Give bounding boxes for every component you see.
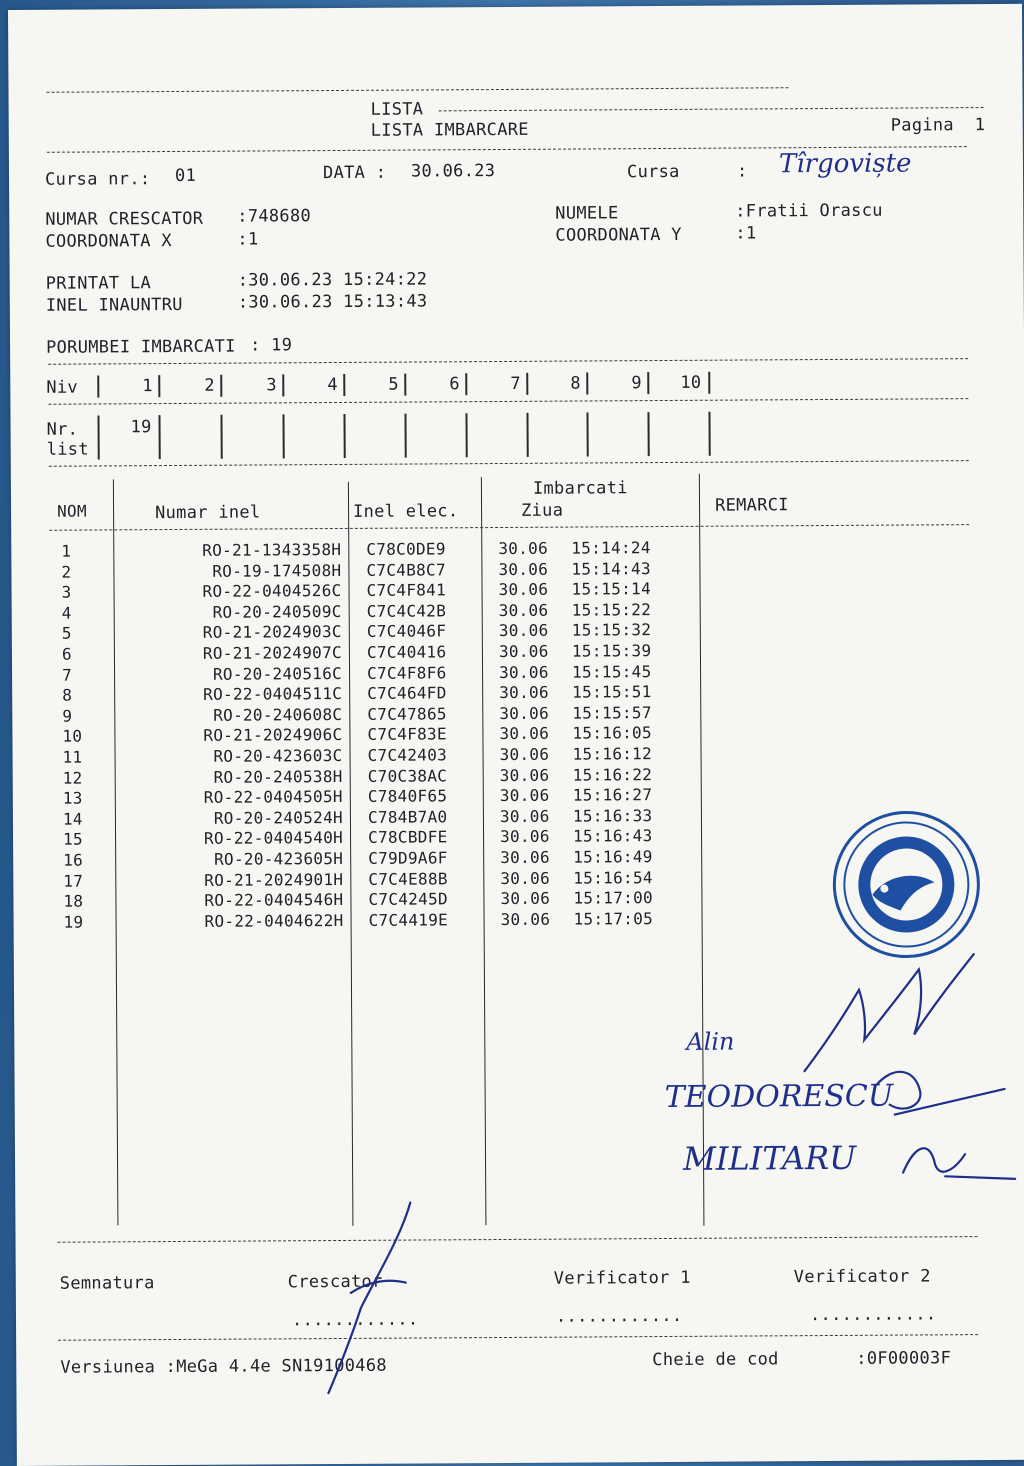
list-label: list xyxy=(46,439,89,460)
electronic-ring-id: C7C40416 xyxy=(366,642,447,662)
printat-value: :30.06.23 15:24:22 xyxy=(237,269,428,291)
page-label: Pagina xyxy=(890,115,955,136)
semnatura-label: Semnatura xyxy=(59,1273,155,1294)
electronic-ring-id: C7C4419E xyxy=(368,910,449,930)
signature-crescator xyxy=(327,1203,411,1394)
electronic-ring-id: C7C4E88B xyxy=(368,868,448,889)
coord-y-value: :1 xyxy=(735,223,757,244)
club-stamp-icon xyxy=(834,812,979,957)
nr-label: Nr. xyxy=(46,419,79,440)
pigeon-number: 16 xyxy=(63,850,84,870)
signature-verificator-1 xyxy=(804,954,975,1071)
boarding-time: 15:16:22 xyxy=(572,764,653,785)
boarding-day: 30.06 xyxy=(499,765,550,785)
electronic-ring-id: C7C4F841 xyxy=(366,580,447,601)
handwritten-name-1: TEODORESCU xyxy=(664,1078,894,1116)
boarding-time: 15:16:43 xyxy=(573,826,653,846)
electronic-ring-id: C784B7A0 xyxy=(367,807,448,827)
boarding-time: 15:14:24 xyxy=(571,538,651,558)
verificator2-label: Verificator 2 xyxy=(793,1266,931,1288)
verificator1-label: Verificator 1 xyxy=(553,1267,691,1289)
cursa-label: Cursa xyxy=(626,161,680,183)
electronic-ring-id: C7C4F8F6 xyxy=(366,662,447,683)
boarding-day: 30.06 xyxy=(500,847,550,868)
numar-crescator-value: :748680 xyxy=(237,206,312,227)
ring-number: RO-19-174508H xyxy=(212,560,342,581)
ring-number: RO-21-2024907C xyxy=(202,642,342,663)
ring-number: RO-22-0404622H xyxy=(204,910,344,931)
pigeon-number: 18 xyxy=(63,891,84,911)
electronic-ring-id: C7C4C42B xyxy=(366,601,447,621)
electronic-ring-id: C7C4B8C7 xyxy=(366,559,446,580)
boarding-day: 30.06 xyxy=(500,888,551,909)
boarding-time: 15:16:33 xyxy=(572,805,653,826)
boarding-time: 15:15:45 xyxy=(571,661,652,682)
boarding-time: 15:15:51 xyxy=(572,682,652,702)
electronic-ring-id: C78CBDFE xyxy=(368,827,448,848)
inel-inauntru-value: :30.06.23 15:13:43 xyxy=(237,291,428,313)
boarding-time: 15:15:22 xyxy=(571,599,652,620)
ring-number: RO-20-423603C xyxy=(213,745,343,766)
printat-label: PRINTAT LA xyxy=(45,273,152,294)
pigeon-number: 9 xyxy=(62,706,73,726)
col-header-imbarcati: Imbarcati xyxy=(532,478,628,499)
boarding-day: 30.06 xyxy=(498,579,549,600)
electronic-ring-id: C7C47865 xyxy=(367,704,447,724)
pigeon-number: 11 xyxy=(62,747,83,767)
electronic-ring-id: C79D9A6F xyxy=(368,848,448,868)
col-header-nom: NOM xyxy=(57,501,87,521)
boarding-day: 30.06 xyxy=(499,785,550,806)
boarding-day: 30.06 xyxy=(499,682,549,703)
boarding-day: 30.06 xyxy=(500,827,550,847)
boarding-day: 30.06 xyxy=(500,909,551,929)
signature-verificator-2 xyxy=(877,1071,1005,1115)
boarding-time: 15:15:14 xyxy=(571,579,652,599)
pigeon-number: 17 xyxy=(63,871,84,891)
niv-10: 10 xyxy=(680,372,702,393)
ring-number: RO-20-240509C xyxy=(212,601,342,622)
col-header-remarci: REMARCI xyxy=(714,495,789,516)
pigeon-number: 15 xyxy=(63,829,84,850)
porumbei-label: PORUMBEI IMBARCATI xyxy=(46,336,236,358)
pigeon-number: 19 xyxy=(63,912,84,932)
ring-number: RO-20-240538H xyxy=(213,766,343,787)
crescator-label: Crescator xyxy=(287,1271,383,1293)
coord-x-label: COORDONATA X xyxy=(45,231,172,252)
col-header-numar-inel: Numar inel xyxy=(155,502,261,524)
nr-value-1: 19 xyxy=(130,417,152,438)
boarding-day: 30.06 xyxy=(498,641,549,662)
cursa-nr-label: Cursa nr.: xyxy=(44,169,151,190)
pigeon-number: 4 xyxy=(61,603,72,623)
pigeon-number: 3 xyxy=(61,582,72,602)
ring-number: RO-22-0404540H xyxy=(203,828,344,849)
cursa-nr-value: 01 xyxy=(174,165,197,186)
page-number: 1 xyxy=(974,115,986,136)
page-title: LISTA IMBARCARE xyxy=(370,119,529,141)
software-version: Versiunea :MeGa 4.4e SN19100468 xyxy=(60,1355,387,1378)
boarding-time: 15:14:43 xyxy=(571,558,651,579)
electronic-ring-id: C7840F65 xyxy=(367,786,448,807)
boarding-day: 30.06 xyxy=(498,600,549,620)
boarding-time: 15:17:05 xyxy=(573,908,654,929)
title-lista: LISTA xyxy=(370,99,424,120)
verificator1-signature-dots: ............ xyxy=(555,1305,683,1327)
boarding-time: 15:15:32 xyxy=(571,620,652,640)
niv-1: 1 xyxy=(142,376,153,397)
col-header-ziua: Ziua xyxy=(521,500,564,521)
boarding-day: 30.06 xyxy=(499,724,550,744)
pigeon-number: 10 xyxy=(62,726,83,747)
cheie-value: :0F00003F xyxy=(856,1348,952,1369)
ring-number: RO-21-2024903C xyxy=(202,622,342,643)
boarding-time: 15:16:05 xyxy=(572,723,652,743)
data-label: DATA : xyxy=(322,162,387,184)
handwritten-initials: Alin xyxy=(686,1027,735,1056)
electronic-ring-id: C7C4245D xyxy=(368,889,448,910)
niv-label: Niv xyxy=(46,377,78,398)
porumbei-value: : 19 xyxy=(249,335,293,356)
niv-9: 9 xyxy=(631,373,642,394)
pigeon-number: 14 xyxy=(62,809,83,829)
niv-4: 4 xyxy=(327,374,338,396)
ring-number: RO-20-240516C xyxy=(212,663,343,684)
ring-number: RO-22-0404546H xyxy=(204,890,344,911)
cursa-colon: : xyxy=(736,161,748,182)
boarding-time: 15:16:27 xyxy=(572,785,653,805)
ring-number: RO-20-240524H xyxy=(213,807,343,828)
boarding-time: 15:16:49 xyxy=(573,847,653,867)
niv-6: 6 xyxy=(449,374,460,395)
boarding-day: 30.06 xyxy=(499,744,550,765)
electronic-ring-id: C7C4F83E xyxy=(367,724,447,745)
coord-x-value: :1 xyxy=(237,229,259,250)
ring-number: RO-22-0404505H xyxy=(203,787,343,808)
coord-y-label: COORDONATA Y xyxy=(555,224,682,246)
cheie-label: Cheie de cod xyxy=(652,1349,779,1371)
numele-value: :Fratii Orascu xyxy=(735,200,883,222)
electronic-ring-id: C7C42403 xyxy=(367,745,448,765)
boarding-day: 30.06 xyxy=(498,538,549,559)
boarding-time: 15:16:54 xyxy=(573,867,653,888)
niv-5: 5 xyxy=(388,374,399,395)
boarding-time: 15:17:00 xyxy=(573,888,653,908)
inel-inauntru-label: INEL INAUNTRU xyxy=(45,294,183,316)
ring-number: RO-20-423605H xyxy=(213,848,344,869)
electronic-ring-id: C7C4046F xyxy=(366,621,447,642)
verificator2-signature-dots: ............ xyxy=(809,1304,937,1326)
pigeon-number: 8 xyxy=(62,685,73,705)
pigeon-number: 5 xyxy=(61,624,72,644)
cursa-handwritten: Tîrgoviște xyxy=(778,148,912,180)
pigeon-number: 2 xyxy=(61,562,72,582)
signature-verificator-3 xyxy=(903,1148,1015,1180)
boarding-day: 30.06 xyxy=(498,621,549,641)
electronic-ring-id: C78C0DE9 xyxy=(366,539,446,559)
niv-3: 3 xyxy=(266,375,277,396)
boarding-day: 30.06 xyxy=(498,559,549,579)
ring-number: RO-21-2024901H xyxy=(204,869,344,890)
ring-number: RO-21-2024906C xyxy=(203,725,343,746)
ink-overlay xyxy=(8,4,1024,1466)
col-header-inel-elec: Inel elec. xyxy=(353,501,459,522)
boarding-day: 30.06 xyxy=(499,703,550,723)
handwritten-name-2: MILITARU xyxy=(682,1138,857,1178)
electronic-ring-id: C7C464FD xyxy=(367,683,447,704)
niv-7: 7 xyxy=(510,373,521,394)
niv-2: 2 xyxy=(204,375,215,396)
ring-number: RO-20-240608C xyxy=(213,704,343,725)
pigeon-number: 6 xyxy=(61,644,72,664)
pigeon-number: 13 xyxy=(62,788,83,808)
boarding-time: 15:15:39 xyxy=(571,641,652,661)
pigeon-number: 12 xyxy=(62,768,83,788)
ring-number: RO-22-0404511C xyxy=(203,684,343,705)
boarding-day: 30.06 xyxy=(498,662,549,682)
numar-crescator-label: NUMAR CRESCATOR xyxy=(45,208,204,230)
pigeon-number: 1 xyxy=(61,541,72,561)
ring-number: RO-22-0404526C xyxy=(202,581,342,602)
data-value: 30.06.23 xyxy=(410,161,496,182)
boarding-time: 15:16:12 xyxy=(572,744,653,764)
boarding-day: 30.06 xyxy=(499,806,550,826)
electronic-ring-id: C70C38AC xyxy=(367,765,448,786)
niv-8: 8 xyxy=(570,373,581,394)
boarding-day: 30.06 xyxy=(500,868,551,888)
boarding-time: 15:15:57 xyxy=(572,702,652,723)
numele-label: NUMELE xyxy=(555,203,619,224)
ring-number: RO-21-1343358H xyxy=(202,539,342,560)
pigeon-number: 7 xyxy=(62,665,73,685)
crescator-signature-dots: ............ xyxy=(291,1309,419,1331)
boarding-list-sheet xyxy=(8,4,1024,1466)
